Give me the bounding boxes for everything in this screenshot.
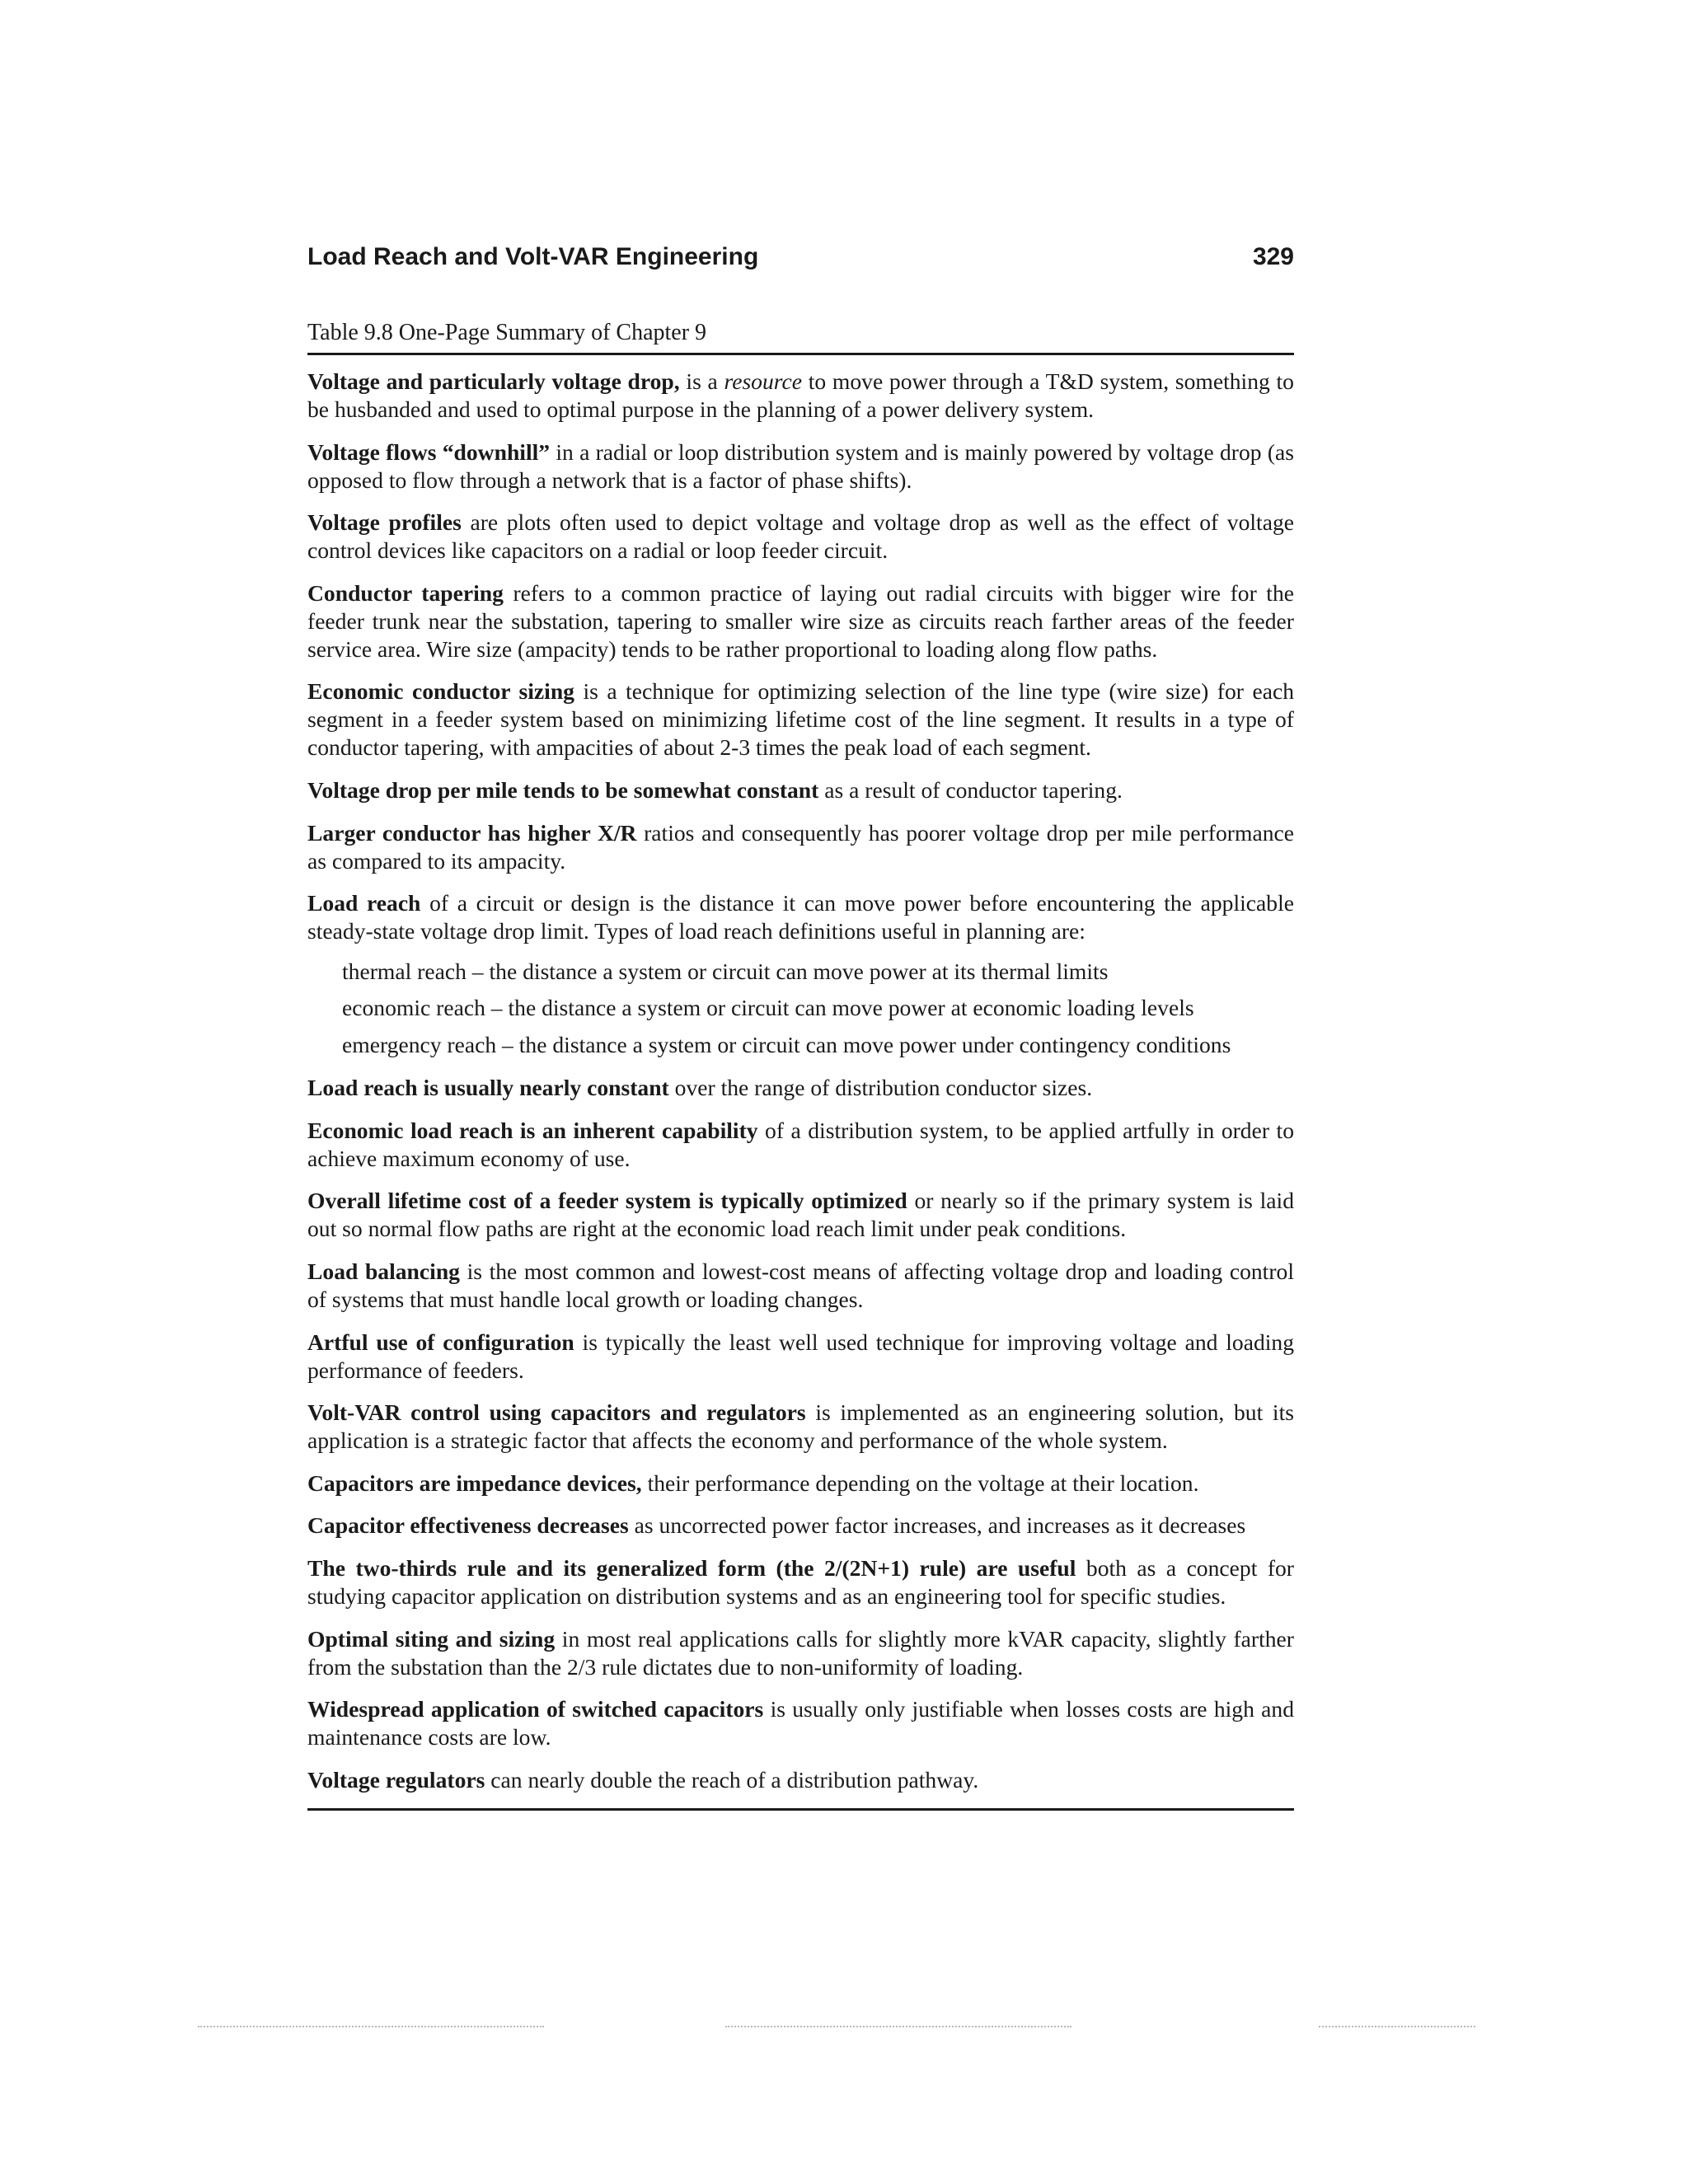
summary-entry: Load reach is usually nearly constant over the range of distribution conductor sizes. bbox=[307, 1075, 1093, 1101]
running-header bbox=[307, 239, 1294, 275]
list-item: economic reach – the distance a system or circuit can move power at economic loading levels bbox=[342, 995, 1194, 1021]
table-bottom-rule bbox=[307, 1808, 1294, 1811]
page-number: 329 bbox=[1252, 243, 1294, 270]
table-caption bbox=[307, 318, 1294, 353]
summary-entry: Economic conductor sizing is a technique for optimizing selection of the line type (wire size) for each segment in a feeder system based on minimizing lifetime cost of the line segment. It results in a type of conductor tapering, with ampacities of about 2-3 times the peak load of each segment. bbox=[307, 678, 1294, 761]
summary-entry: Conductor tapering refers to a common practice of laying out radial circuits with bigger wire for the feeder trunk near the substation, tapering to smaller wire size as circuits reach farther areas of the feeder service area. Wire size (ampacity) tends to be rather proportional to loading along flow paths. bbox=[307, 579, 1295, 662]
summary-entry: Voltage flows “downhill” in a radial or loop distribution system and is mainly powered by voltage drop (as opposed to flow through a network that is a factor of phase shifts). bbox=[307, 438, 1294, 493]
summary-entry: The two-thirds rule and its generalized form (the 2/(2N+1) rule) are useful both as a concept for studying capacitor application on distribution systems and as an engineering tool for specific studies. bbox=[307, 1555, 1294, 1609]
summary-entry: Artful use of configuration is typically the least well used technique for improving voltage and loading performance of feeders. bbox=[307, 1329, 1294, 1383]
table-label: Table 9.8 bbox=[307, 320, 393, 345]
summary-table bbox=[307, 318, 1294, 1811]
list-item: thermal reach – the distance a system or circuit can move power at its thermal limits bbox=[342, 958, 1109, 984]
table-title: One-Page Summary of Chapter 9 bbox=[398, 320, 707, 345]
scan-artifact bbox=[725, 2026, 1071, 2029]
chapter-title: Load Reach and Volt-VAR Engineering bbox=[307, 243, 759, 270]
summary-entry: Overall lifetime cost of a feeder system is typically optimized or nearly so if the primary system is laid out so normal flow paths are right at the economic load reach limit under peak conditions. bbox=[307, 1188, 1294, 1242]
summary-entry: Load reach of a circuit or design is the distance it can move power before encountering the applicable steady-state voltage drop limit. Types of load reach definitions useful in planning are: bbox=[307, 890, 1294, 944]
summary-entry: Capacitors are impedance devices, their performance depending on the voltage at their location. bbox=[307, 1469, 1199, 1496]
summary-entry: Load balancing is the most common and lowest-cost means of affecting voltage drop and loading control of systems that must handle local growth or loading changes. bbox=[307, 1258, 1294, 1313]
scan-artifact bbox=[198, 2026, 544, 2029]
summary-entry: Widespread application of switched capacitors is usually only justifiable when losses costs are high and maintenance costs are low. bbox=[307, 1696, 1294, 1750]
summary-entry: Voltage profiles are plots often used to depict voltage and voltage drop as well as the effect of voltage control devices like capacitors on a radial or loop feeder circuit. bbox=[307, 509, 1295, 564]
summary-entry: Economic load reach is an inherent capability of a distribution system, to be applied artfully in order to achieve maximum economy of use. bbox=[307, 1117, 1294, 1171]
summary-entry: Larger conductor has higher X/R ratios and consequently has poorer voltage drop per mile performance as compared to its ampacity. bbox=[307, 819, 1294, 874]
summary-entry: Voltage regulators can nearly double the reach of a distribution pathway. bbox=[307, 1766, 979, 1793]
summary-entries bbox=[307, 355, 1294, 1794]
list-item: emergency reach – the distance a system or circuit can move power under contingency conditions bbox=[342, 1031, 1231, 1057]
summary-entry: Optimal siting and sizing in most real applications calls for slightly more kVAR capacity, slightly farther from the substation than the 2/3 rule dictates due to non-uniformity of loading. bbox=[307, 1625, 1294, 1680]
summary-entry: Voltage drop per mile tends to be somewhat constant as a result of conductor tapering. bbox=[307, 776, 1123, 803]
summary-entry: Volt-VAR control using capacitors and regulators is implemented as an engineering solution, but its application is a strategic factor that affects the economy and performance of the whole system. bbox=[307, 1399, 1294, 1454]
scan-artifact bbox=[1319, 2026, 1475, 2029]
summary-entry: Capacitor effectiveness decreases as uncorrected power factor increases, and increases as it decreases bbox=[307, 1512, 1246, 1539]
summary-entry: Voltage and particularly voltage drop, is a resource to move power through a T&D system, something to be husbanded and used to optimal purpose in the planning of a power delivery system. bbox=[307, 368, 1294, 422]
load-reach-types-list bbox=[307, 954, 1294, 1064]
